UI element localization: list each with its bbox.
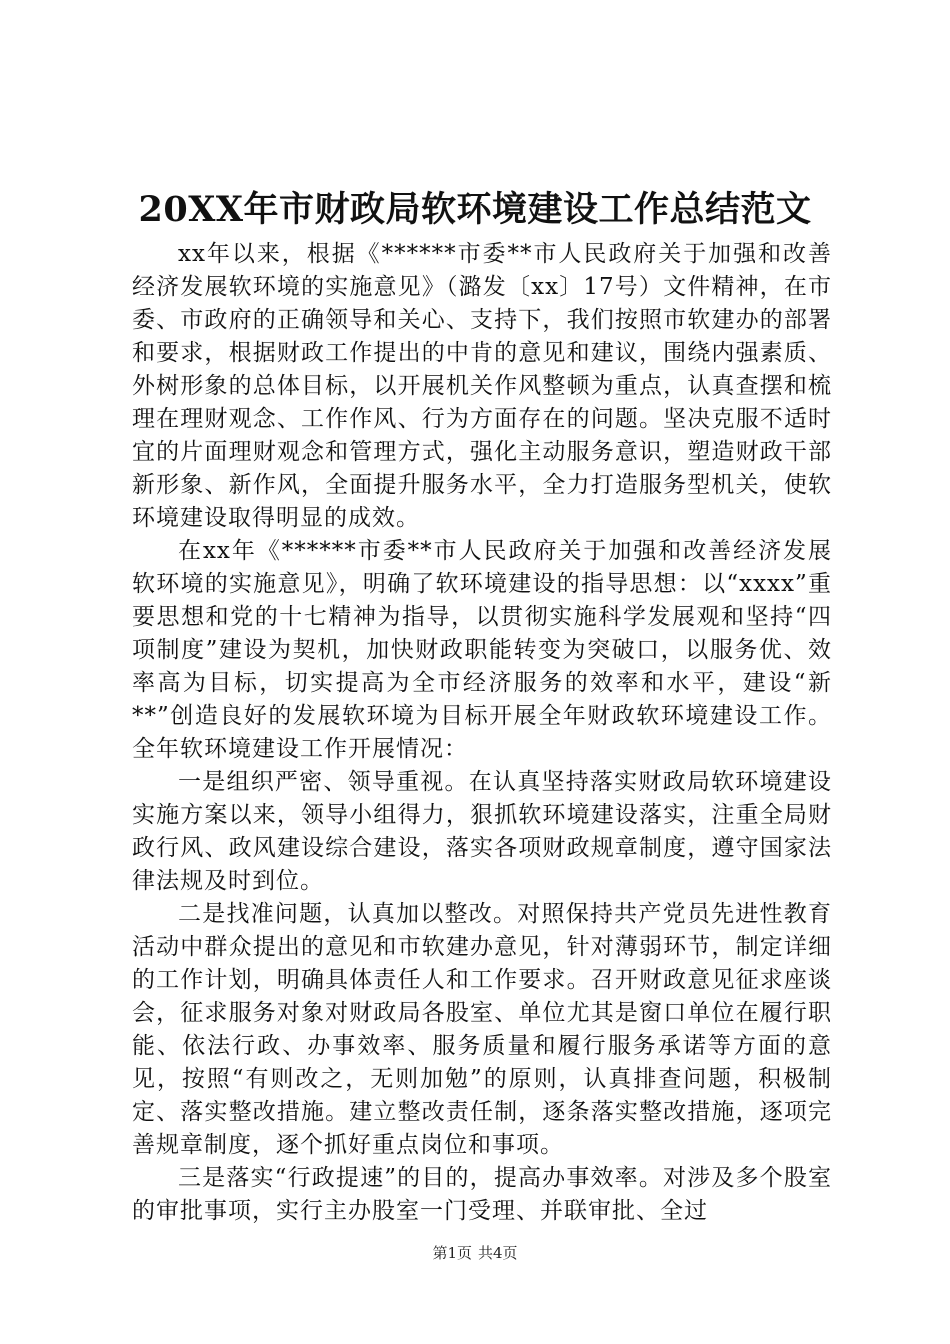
paragraph-item-three: 三是落实“行政提速”的目的，提高办事效率。对涉及多个股室的审批事项，实行主办股室一门受理、并联审批、全过 xyxy=(132,1165,832,1224)
document-title: 20XX年市财政局软环境建设工作总结范文 xyxy=(138,189,812,230)
page-footer xyxy=(0,1243,950,1263)
page-number: 第1页 xyxy=(432,1244,472,1262)
paragraph-item-two: 二是找准问题，认真加以整改。对照保持共产党员先进性教育活动中群众提出的意见和市软建办意见，针对薄弱环节，制定详细的工作计划，明确具体责任人和工作要求。召开财政意见征求座谈会，征求服务对象对财政局各股室、单位尤其是窗口单位在履行职能、依法行政、办事效率、服务质量和履行服务承诺等方面的意见，按照“有则改之，无则加勉”的原则，认真排查问题，积极制定、落实整改措施。建立整改责任制，逐条落实整改措施，逐项完善规章制度，逐个抓好重点岗位和事项。 xyxy=(132,901,832,1158)
document-body xyxy=(132,238,832,1228)
paragraph-guiding-ideology: 在xx年《******市委**市人民政府关于加强和改善经济发展软环境的实施意见》，明确了软环境建设的指导思想：以“xxxx”重要思想和党的十七精神为指导，以贯彻实施科学发展观和坚持“四项制度”建设为契机，加快财政职能转变为突破口，以服务优、效率高为目标，切实提高为全市经济服务的效率和水平，建设“新**”创造良好的发展软环境为目标开展全年财政软环境建设工作。全年软环境建设工作开展情况： xyxy=(132,538,832,762)
paragraph-intro: xx年以来，根据《******市委**市人民政府关于加强和改善经济发展软环境的实施意见》（潞发〔xx〕17号）文件精神，在市委、市政府的正确领导和关心、支持下，我们按照市软建办的部署和要求，根据财政工作提出的中肯的意见和建议，围绕内强素质、外树形象的总体目标，以开展机关作风整顿为重点，认真查摆和梳理在理财观念、工作作风、行为方面存在的问题。坚决克服不适时宜的片面理财观念和管理方式，强化主动服务意识，塑造财政干部新形象、新作风，全面提升服务水平，全力打造服务型机关，使软环境建设取得明显的成效。 xyxy=(132,241,832,531)
paragraph-item-one: 一是组织严密、领导重视。在认真坚持落实财政局软环境建设实施方案以来，领导小组得力，狠抓软环境建设落实，注重全局财政行风、政风建设综合建设，落实各项财政规章制度，遵守国家法律法规及时到位。 xyxy=(132,769,832,894)
page-total: 共4页 xyxy=(478,1244,518,1262)
